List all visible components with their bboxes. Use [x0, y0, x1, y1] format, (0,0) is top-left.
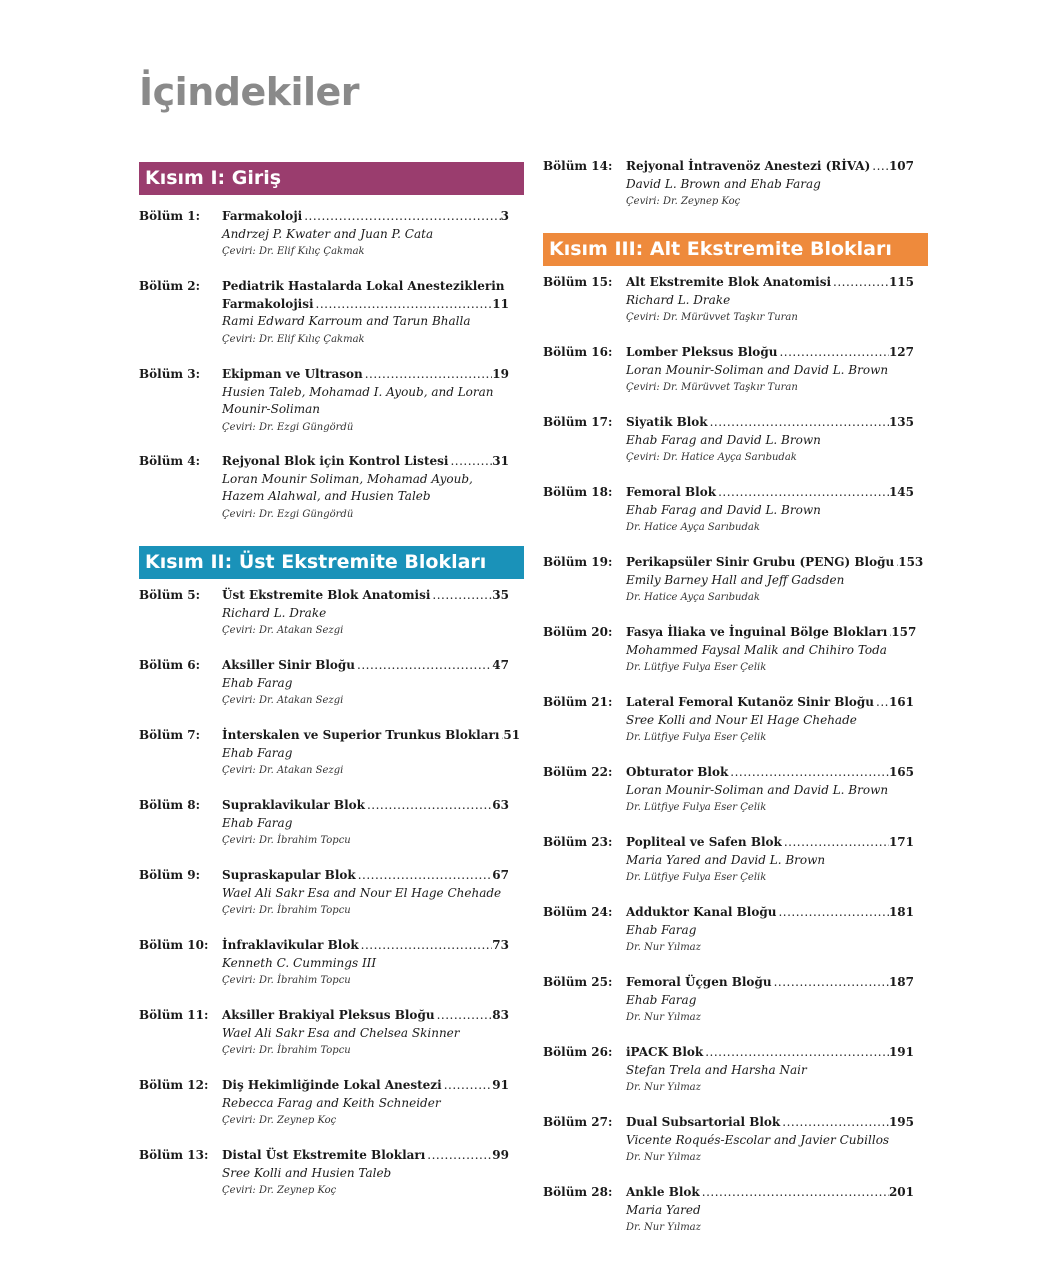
section-heading-alt-ekstremite: Kısım III: Alt Ekstremite Blokları — [543, 233, 928, 266]
page-number: 3 — [500, 209, 509, 223]
page-number: 67 — [492, 868, 509, 882]
toc-entry[interactable] — [543, 694, 914, 746]
dot-leader — [772, 974, 889, 992]
page-title: İçindekiler — [139, 70, 360, 114]
chapter-title: Obturator Blok — [626, 765, 729, 779]
chapter-title: Aksiller Brakiyal Pleksus Bloğu — [222, 1008, 435, 1022]
chapter-translator: Çeviri: Dr. Ezgi Güngördü — [222, 421, 354, 433]
page-number: 91 — [492, 1078, 509, 1092]
dot-leader — [365, 797, 492, 815]
dot-leader — [700, 1184, 889, 1202]
chapter-translator: Çeviri: Dr. Atakan Sezgi — [222, 765, 344, 776]
chapter-number: Bölüm 9: — [139, 868, 201, 882]
chapter-number: Bölüm 10: — [139, 938, 209, 952]
chapter-number: Bölüm 11: — [139, 1008, 209, 1022]
page-number: 83 — [492, 1008, 509, 1022]
chapter-number: Bölüm 26: — [543, 1045, 613, 1059]
chapter-authors: Husien Taleb, Mohamad I. Ayoub, and Loran Mounir-Soliman — [222, 384, 494, 416]
chapter-authors: Wael Ali Sakr Esa and Chelsea Skinner — [222, 1025, 460, 1040]
chapter-number: Bölüm 18: — [543, 485, 613, 499]
toc-entry[interactable] — [139, 208, 509, 260]
chapter-title: Farmakoloji — [222, 209, 303, 223]
chapter-title: İnterskalen ve Superior Trunkus Blokları — [222, 728, 500, 742]
dot-leader — [728, 764, 889, 782]
chapter-title: Supraskapular Blok — [222, 868, 356, 882]
toc-entry[interactable] — [139, 366, 509, 436]
chapter-title: Ekipman ve Ultrason — [222, 367, 363, 381]
chapter-authors: Loran Mounir-Soliman and David L. Brown — [626, 782, 889, 797]
dot-leader — [874, 694, 889, 712]
dot-leader — [359, 937, 493, 955]
toc-entry[interactable] — [543, 158, 914, 210]
chapter-title: Perikapsüler Sinir Grubu (PENG) Bloğu — [626, 555, 895, 569]
toc-entry[interactable] — [543, 974, 914, 1026]
chapter-authors: Ehab Farag — [222, 745, 293, 760]
chapter-authors: Loran Mounir Soliman, Mohamad Ayoub, Hazem Alahwal, and Husien Taleb — [222, 471, 473, 503]
page-number: 47 — [492, 658, 509, 672]
chapter-translator: Çeviri: Dr. Atakan Sezgi — [222, 625, 344, 636]
toc-entry[interactable] — [543, 624, 917, 676]
chapter-title: Femoral Blok — [626, 485, 717, 499]
toc-entry[interactable] — [139, 1007, 509, 1059]
chapter-title: Rejyonal İntravenöz Anestezi (RİVA) — [626, 159, 871, 173]
toc-entry[interactable] — [543, 414, 914, 466]
page-number: 19 — [492, 367, 509, 381]
toc-entry[interactable] — [139, 867, 509, 919]
chapter-number: Bölüm 6: — [139, 658, 201, 672]
chapter-number: Bölüm 3: — [139, 367, 201, 381]
chapter-translator: Dr. Hatice Ayça Sarıbudak — [626, 592, 760, 603]
chapter-title: Alt Ekstremite Blok Anatomisi — [626, 275, 832, 289]
chapter-number: Bölüm 20: — [543, 625, 613, 639]
toc-entry[interactable] — [139, 797, 509, 849]
chapter-number: Bölüm 1: — [139, 209, 201, 223]
chapter-translator: Dr. Lütfiye Fulya Eser Çelik — [626, 732, 767, 743]
chapter-authors: Emily Barney Hall and Jeff Gadsden — [626, 572, 845, 587]
dot-leader — [448, 453, 492, 471]
page-number: 135 — [888, 415, 914, 429]
chapter-number: Bölüm 12: — [139, 1078, 209, 1092]
chapter-number: Bölüm 19: — [543, 555, 613, 569]
chapter-title: Pediatrik Hastalarda Lokal Anesteziklerin — [222, 279, 505, 293]
page-number: 51 — [503, 728, 521, 742]
chapter-authors: Wael Ali Sakr Esa and Nour El Hage Chehade — [222, 885, 502, 900]
dot-leader — [363, 366, 493, 384]
chapter-number: Bölüm 21: — [543, 695, 613, 709]
chapter-authors: Sree Kolli and Husien Taleb — [222, 1165, 392, 1180]
chapter-number: Bölüm 17: — [543, 415, 613, 429]
chapter-authors: Vicente Roqués-Escolar and Javier Cubillos — [626, 1132, 890, 1147]
dot-leader — [831, 274, 889, 292]
dot-leader — [355, 657, 492, 675]
chapter-title: Ankle Blok — [626, 1185, 700, 1199]
chapter-authors: Stefan Trela and Harsha Nair — [626, 1062, 807, 1077]
dot-leader — [356, 867, 493, 885]
chapter-translator: Dr. Nur Yılmaz — [626, 1152, 701, 1163]
page-number: 35 — [492, 588, 509, 602]
chapter-title: Fasya İliaka ve İnguinal Bölge Blokları — [626, 625, 888, 639]
chapter-title: İnfraklavikular Blok — [222, 938, 359, 952]
chapter-authors: Sree Kolli and Nour El Hage Chehade — [626, 712, 857, 727]
chapter-title: Lomber Pleksus Bloğu — [626, 345, 778, 359]
dot-leader — [425, 1147, 492, 1165]
page-number: 11 — [492, 296, 509, 311]
chapter-translator: Dr. Lütfiye Fulya Eser Çelik — [626, 872, 767, 883]
toc-entry[interactable] — [139, 587, 509, 639]
chapter-authors: Mohammed Faysal Malik and Chihiro Toda — [626, 642, 887, 657]
chapter-translator: Çeviri: Dr. Elif Kılıç Çakmak — [222, 333, 365, 345]
chapter-translator: Dr. Nur Yılmaz — [626, 942, 701, 953]
chapter-translator: Çeviri: Dr. İbrahim Topcu — [222, 835, 351, 846]
chapter-number: Bölüm 25: — [543, 975, 613, 989]
page-number: 201 — [888, 1185, 914, 1199]
dot-leader — [703, 1044, 889, 1062]
chapter-title: Aksiller Sinir Bloğu — [222, 658, 356, 672]
chapter-translator: Dr. Nur Yılmaz — [626, 1082, 701, 1093]
chapter-translator: Çeviri: Dr. İbrahim Topcu — [222, 905, 351, 916]
chapter-title: Femoral Üçgen Bloğu — [626, 975, 772, 989]
dot-leader — [780, 1114, 889, 1132]
chapter-authors: Ehab Farag — [222, 675, 293, 690]
page-number: 195 — [888, 1115, 914, 1129]
section-heading-giris: Kısım I: Giriş — [139, 162, 524, 195]
chapter-number: Bölüm 23: — [543, 835, 613, 849]
toc-entry[interactable] — [543, 274, 914, 326]
chapter-translator: Çeviri: Dr. Zeynep Koç — [626, 196, 741, 207]
chapter-title: Popliteal ve Safen Blok — [626, 835, 782, 849]
chapter-number: Bölüm 27: — [543, 1115, 613, 1129]
toc-entry[interactable] — [139, 1077, 509, 1129]
page-number: 161 — [888, 695, 914, 709]
chapter-number: Bölüm 28: — [543, 1185, 613, 1199]
chapter-title: Diş Hekimliğinde Lokal Anestezi — [222, 1078, 442, 1092]
chapter-number: Bölüm 16: — [543, 345, 613, 359]
page-number: 127 — [888, 345, 914, 359]
toc-entry[interactable] — [139, 937, 509, 989]
toc-entry[interactable] — [543, 344, 914, 396]
chapter-authors: Maria Yared and David L. Brown — [626, 852, 826, 867]
dot-leader — [708, 414, 889, 432]
chapter-translator: Çeviri: Dr. İbrahim Topcu — [222, 1045, 351, 1056]
chapter-number: Bölüm 5: — [139, 588, 201, 602]
page-number: 157 — [891, 625, 917, 639]
chapter-number: Bölüm 2: — [139, 279, 201, 293]
chapter-authors: Rebecca Farag and Keith Schneider — [222, 1095, 441, 1110]
chapter-authors: Ehab Farag — [626, 992, 697, 1007]
dot-leader — [435, 1007, 493, 1025]
toc-entry[interactable] — [543, 834, 914, 886]
chapter-title: Dual Subsartorial Blok — [626, 1115, 781, 1129]
chapter-authors: Ehab Farag — [222, 815, 293, 830]
page-number: 99 — [492, 1148, 509, 1162]
page-number: 191 — [888, 1045, 914, 1059]
dot-leader — [776, 904, 888, 922]
toc-entry[interactable] — [543, 554, 924, 606]
page-number: 145 — [888, 485, 914, 499]
dot-leader — [782, 834, 889, 852]
chapter-title: Supraklavikular Blok — [222, 798, 365, 812]
chapter-title: iPACK Blok — [626, 1045, 704, 1059]
chapter-authors: David L. Brown and Ehab Farag — [626, 176, 821, 191]
page-number: 115 — [888, 275, 914, 289]
chapter-title-continued: Farmakolojisi — [222, 296, 314, 311]
chapter-translator: Dr. Hatice Ayça Sarıbudak — [626, 522, 760, 533]
chapter-translator: Çeviri: Dr. İbrahim Topcu — [222, 975, 351, 986]
chapter-translator: Çeviri: Dr. Zeynep Koç — [222, 1185, 337, 1196]
toc-entry[interactable] — [139, 278, 509, 348]
chapter-translator: Dr. Lütfiye Fulya Eser Çelik — [626, 662, 767, 673]
chapter-authors: Kenneth C. Cummings III — [222, 955, 377, 970]
chapter-translator: Çeviri: Dr. Elif Kılıç Çakmak — [222, 246, 365, 257]
chapter-authors: Richard L. Drake — [222, 605, 327, 620]
chapter-translator: Çeviri: Dr. Ezgi Güngördü — [222, 508, 354, 520]
chapter-translator: Çeviri: Dr. Mürüvvet Taşkır Turan — [626, 382, 798, 393]
chapter-translator: Dr. Nur Yılmaz — [626, 1222, 701, 1233]
chapter-authors: Ehab Farag — [626, 922, 697, 937]
page-number: 165 — [888, 765, 914, 779]
chapter-authors: Loran Mounir-Soliman and David L. Brown — [626, 362, 889, 377]
chapter-translator: Çeviri: Dr. Mürüvvet Taşkır Turan — [626, 312, 798, 323]
page-number: 73 — [492, 938, 509, 952]
toc-entry[interactable] — [543, 1044, 914, 1096]
chapter-translator: Dr. Nur Yılmaz — [626, 1012, 701, 1023]
chapter-authors: Ehab Farag and David L. Brown — [626, 432, 821, 447]
page-number: 31 — [492, 454, 509, 468]
chapter-title: Siyatik Blok — [626, 415, 708, 429]
chapter-authors: Maria Yared — [626, 1202, 701, 1217]
toc-entry[interactable] — [543, 484, 914, 536]
page-number: 181 — [888, 905, 914, 919]
dot-leader — [430, 587, 492, 605]
chapter-title: Adduktor Kanal Bloğu — [626, 905, 777, 919]
chapter-authors: Andrzej P. Kwater and Juan P. Cata — [222, 226, 434, 241]
chapter-translator: Çeviri: Dr. Atakan Sezgi — [222, 695, 344, 706]
chapter-translator: Çeviri: Dr. Hatice Ayça Sarıbudak — [626, 452, 797, 463]
chapter-number: Bölüm 7: — [139, 728, 201, 742]
chapter-authors: Ehab Farag and David L. Brown — [626, 502, 821, 517]
toc-entry[interactable] — [543, 1184, 914, 1236]
chapter-number: Bölüm 15: — [543, 275, 613, 289]
toc-entry[interactable] — [139, 657, 509, 709]
chapter-number: Bölüm 24: — [543, 905, 613, 919]
chapter-number: Bölüm 4: — [139, 454, 201, 468]
toc-entry[interactable] — [543, 904, 914, 956]
chapter-authors: Rami Edward Karroum and Tarun Bhalla — [222, 314, 471, 328]
dot-leader — [777, 344, 889, 362]
chapter-title: Rejyonal Blok için Kontrol Listesi — [222, 454, 449, 468]
chapter-number: Bölüm 14: — [543, 159, 613, 173]
chapter-translator: Çeviri: Dr. Zeynep Koç — [222, 1115, 337, 1126]
chapter-number: Bölüm 13: — [139, 1148, 209, 1162]
chapter-title: Distal Üst Ekstremite Blokları — [222, 1148, 426, 1162]
dot-leader — [314, 296, 493, 314]
chapter-translator: Dr. Lütfiye Fulya Eser Çelik — [626, 802, 767, 813]
toc-entry[interactable] — [543, 764, 914, 816]
page-number: 63 — [492, 798, 509, 812]
chapter-title: Üst Ekstremite Blok Anatomisi — [222, 588, 431, 602]
toc-entry[interactable] — [139, 727, 521, 779]
dot-leader — [716, 484, 889, 502]
page-number: 153 — [898, 555, 924, 569]
page-number: 171 — [888, 835, 914, 849]
dot-leader — [302, 208, 500, 226]
page-number: 107 — [888, 159, 914, 173]
chapter-number: Bölüm 22: — [543, 765, 613, 779]
section-heading-ust-ekstremite: Kısım II: Üst Ekstremite Blokları — [139, 546, 524, 579]
page-number: 187 — [888, 975, 914, 989]
toc-entry[interactable] — [139, 1147, 509, 1199]
toc-entry[interactable] — [543, 1114, 914, 1166]
chapter-number: Bölüm 8: — [139, 798, 201, 812]
toc-entry[interactable] — [139, 453, 509, 523]
chapter-authors: Richard L. Drake — [626, 292, 731, 307]
dot-leader — [442, 1077, 493, 1095]
chapter-title: Lateral Femoral Kutanöz Sinir Bloğu — [626, 695, 875, 709]
dot-leader — [870, 158, 889, 176]
